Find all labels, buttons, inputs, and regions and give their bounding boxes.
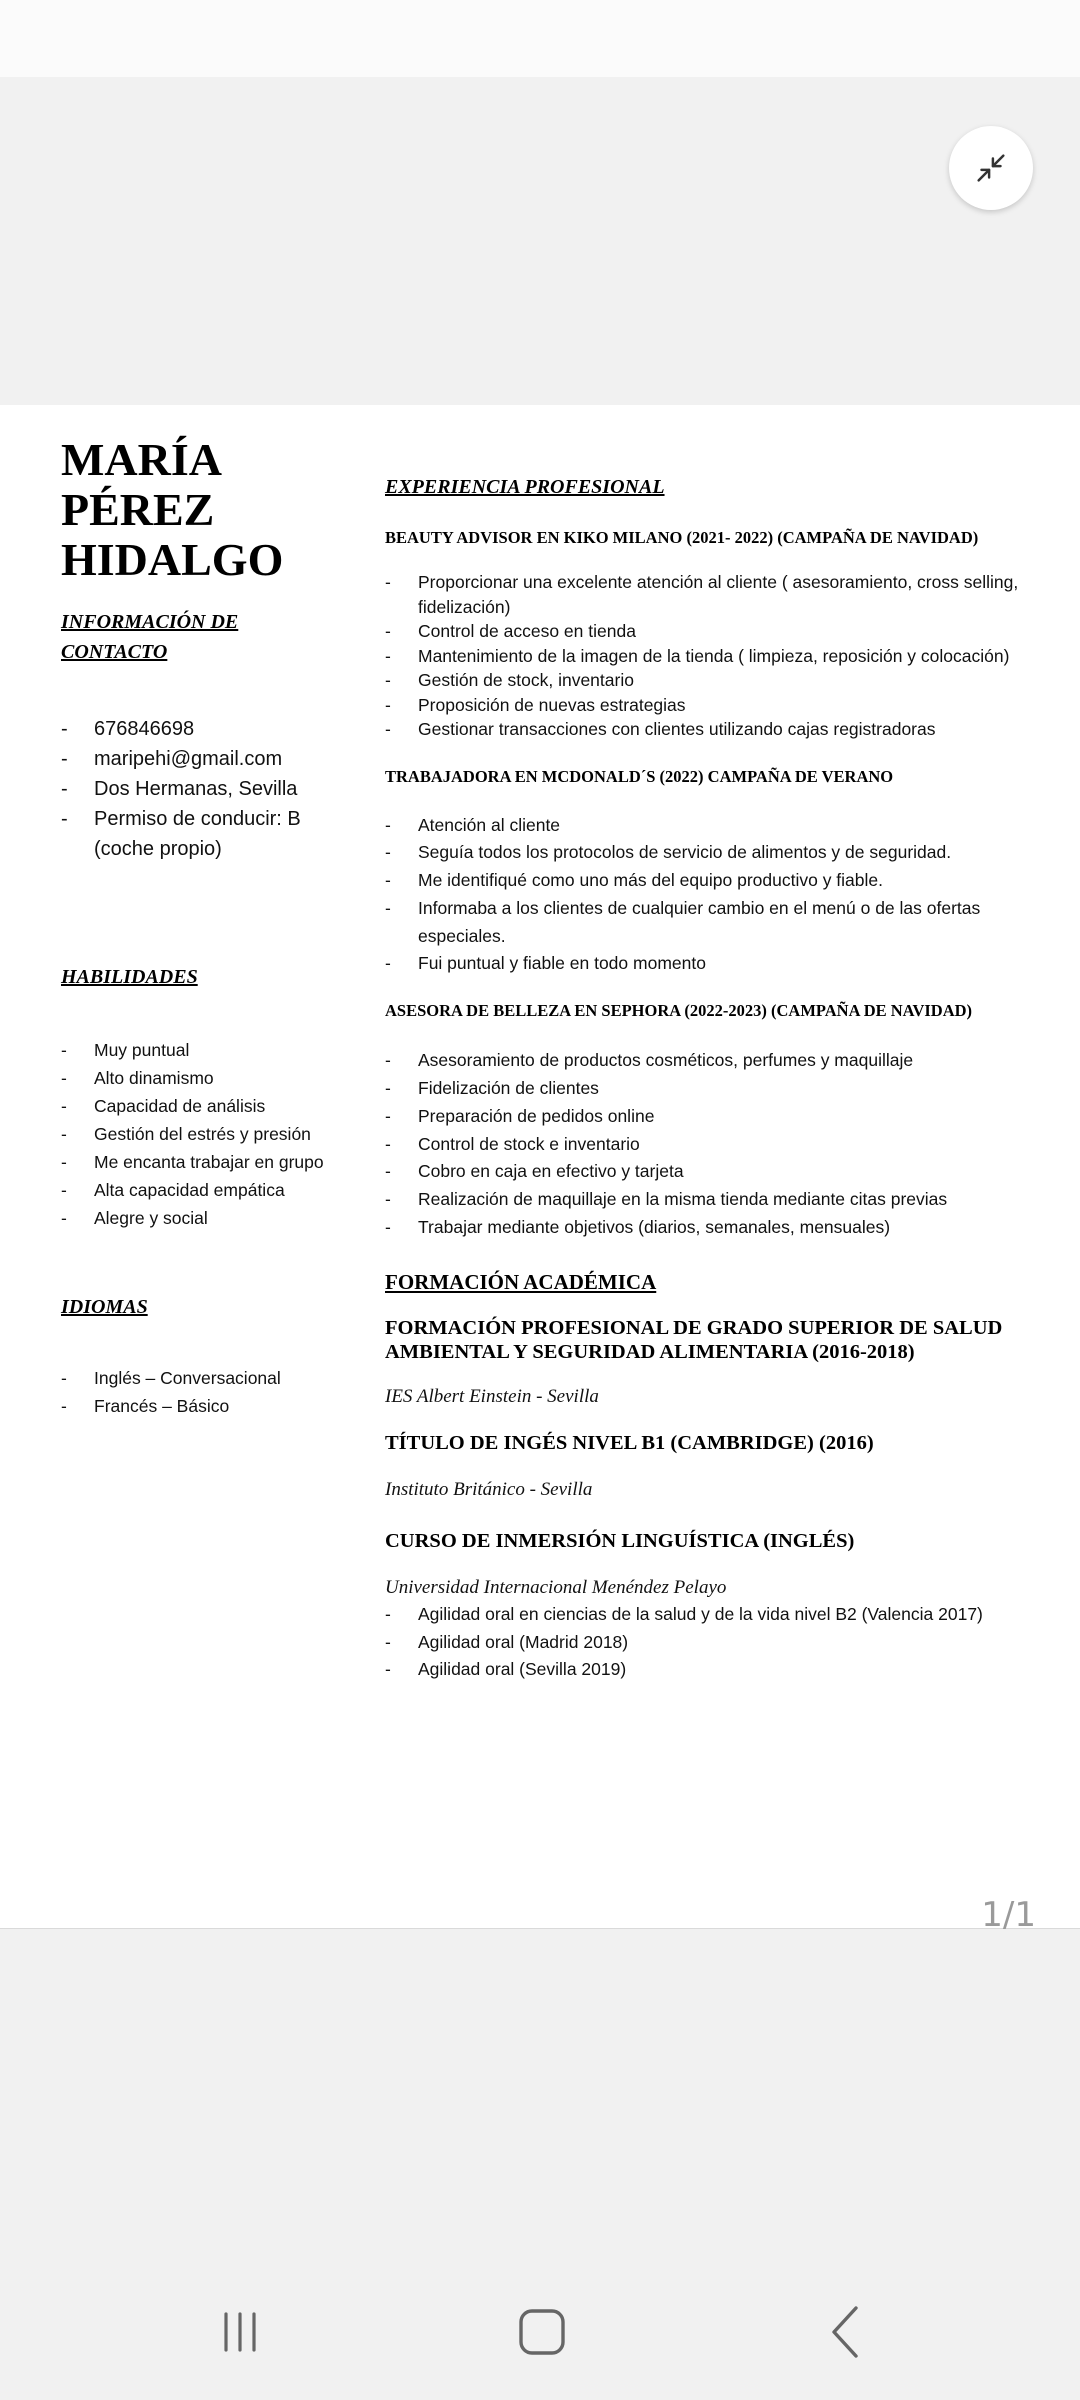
back-icon xyxy=(822,2304,870,2360)
list-item: - Alegre y social xyxy=(61,1204,351,1232)
home-button[interactable] xyxy=(502,2300,582,2364)
right-column xyxy=(385,475,1035,1684)
contact-heading: INFORMACIÓN DE CONTACTO xyxy=(61,611,239,663)
list-item: - Atención al cliente xyxy=(385,812,1035,840)
page-counter: 1/1 xyxy=(981,1895,1036,1935)
document-page[interactable] xyxy=(0,405,1080,1935)
degree-title: FORMACIÓN PROFESIONAL DE GRADO SUPERIOR DE SALUD AMBIENTAL Y SEGURIDAD ALIMENTARIA (2016-2018) xyxy=(385,1316,1003,1363)
degree-title: TÍTULO DE INGÉS NIVEL B1 (CAMBRIDGE) (2016) xyxy=(385,1431,874,1454)
list-item: - Permiso de conducir: B (coche propio) xyxy=(61,804,351,864)
list-item: - Agilidad oral en ciencias de la salud y de la vida nivel B2 (Valencia 2017) xyxy=(385,1601,1035,1629)
list-item: - Asesoramiento de productos cosméticos, perfumes y maquillaje xyxy=(385,1047,1035,1075)
list-item: - Trabajar mediante objetivos (diarios, semanales, mensuales) xyxy=(385,1214,1035,1242)
skills-heading: HABILIDADES xyxy=(61,966,198,988)
list-item: - Cobro en caja en efectivo y tarjeta xyxy=(385,1158,1035,1186)
list-item: - Me identifiqué como uno más del equipo productivo y fiable. xyxy=(385,867,1035,895)
languages-list xyxy=(61,1364,351,1420)
list-item: - Seguía todos los protocolos de servicio de alimentos y de seguridad. xyxy=(385,839,1035,867)
viewer-background xyxy=(0,77,1080,405)
degree-title: CURSO DE INMERSIÓN LINGUÍSTICA (INGLÉS) xyxy=(385,1529,855,1552)
job-responsibilities xyxy=(385,812,1035,979)
list-item: - Francés – Básico xyxy=(61,1392,351,1420)
job-responsibilities xyxy=(385,570,1035,742)
skills-list xyxy=(61,1036,351,1232)
list-item: - Dos Hermanas, Sevilla xyxy=(61,774,351,804)
list-item: - Proporcionar una excelente atención al cliente ( asesoramiento, cross selling, fidelización) xyxy=(385,570,1035,619)
back-button[interactable] xyxy=(806,2300,886,2364)
list-item: - Proposición de nuevas estrategias xyxy=(385,693,1035,718)
list-item: - Gestión del estrés y presión xyxy=(61,1120,351,1148)
languages-heading: IDIOMAS xyxy=(61,1296,148,1318)
course-list xyxy=(385,1601,1035,1684)
recent-apps-button[interactable] xyxy=(200,2300,280,2364)
list-item: - Mantenimiento de la imagen de la tienda ( limpieza, reposición y colocación) xyxy=(385,644,1035,669)
list-item: - Control de acceso en tienda xyxy=(385,619,1035,644)
list-item: - Muy puntual xyxy=(61,1036,351,1064)
institution: Universidad Internacional Menéndez Pelayo xyxy=(385,1576,727,1598)
home-icon xyxy=(516,2306,568,2358)
collapse-arrows-icon xyxy=(972,149,1010,187)
collapse-button[interactable] xyxy=(949,126,1033,210)
job-responsibilities xyxy=(385,1047,1035,1242)
candidate-name: MARÍA PÉREZ HIDALGO xyxy=(61,434,284,585)
status-bar xyxy=(0,0,1080,77)
list-item: - Alta capacidad empática xyxy=(61,1176,351,1204)
education-heading: FORMACIÓN ACADÉMICA xyxy=(385,1269,657,1294)
list-item: - Fidelización de clientes xyxy=(385,1075,1035,1103)
list-item: - Agilidad oral (Sevilla 2019) xyxy=(385,1656,1035,1684)
list-item: - Gestionar transacciones con clientes utilizando cajas registradoras xyxy=(385,717,1035,742)
list-item: - 676846698 xyxy=(61,714,351,744)
list-item: - Me encanta trabajar en grupo xyxy=(61,1148,351,1176)
list-item: - Realización de maquillaje en la misma tienda mediante citas previas xyxy=(385,1186,1035,1214)
job-title: ASESORA DE BELLEZA EN SEPHORA (2022-2023) (CAMPAÑA DE NAVIDAD) xyxy=(385,1001,973,1021)
list-item: - Control de stock e inventario xyxy=(385,1131,1035,1159)
experience-heading: EXPERIENCIA PROFESIONAL xyxy=(385,476,665,498)
list-item: - maripehi@gmail.com xyxy=(61,744,351,774)
list-item: - Fui puntual y fiable en todo momento xyxy=(385,950,1035,978)
institution: Instituto Británico - Sevilla xyxy=(385,1478,593,1500)
list-item: - Capacidad de análisis xyxy=(61,1092,351,1120)
list-item: - Agilidad oral (Madrid 2018) xyxy=(385,1629,1035,1657)
list-item: - Alto dinamismo xyxy=(61,1064,351,1092)
job-title: TRABAJADORA EN MCDONALD´S (2022) CAMPAÑA DE VERANO xyxy=(385,766,894,786)
job-title: BEAUTY ADVISOR EN KIKO MILANO (2021- 2022) (CAMPAÑA DE NAVIDAD) xyxy=(385,528,979,547)
list-item: - Informaba a los clientes de cualquier cambio en el menú o de las ofertas especiales. xyxy=(385,895,1035,951)
list-item: - Preparación de pedidos online xyxy=(385,1103,1035,1131)
contact-list xyxy=(61,714,351,864)
institution: IES Albert Einstein - Sevilla xyxy=(385,1385,599,1407)
left-column xyxy=(61,435,351,1420)
recent-apps-icon xyxy=(216,2308,264,2356)
list-item: - Inglés – Conversacional xyxy=(61,1364,351,1392)
list-item: - Gestión de stock, inventario xyxy=(385,668,1035,693)
